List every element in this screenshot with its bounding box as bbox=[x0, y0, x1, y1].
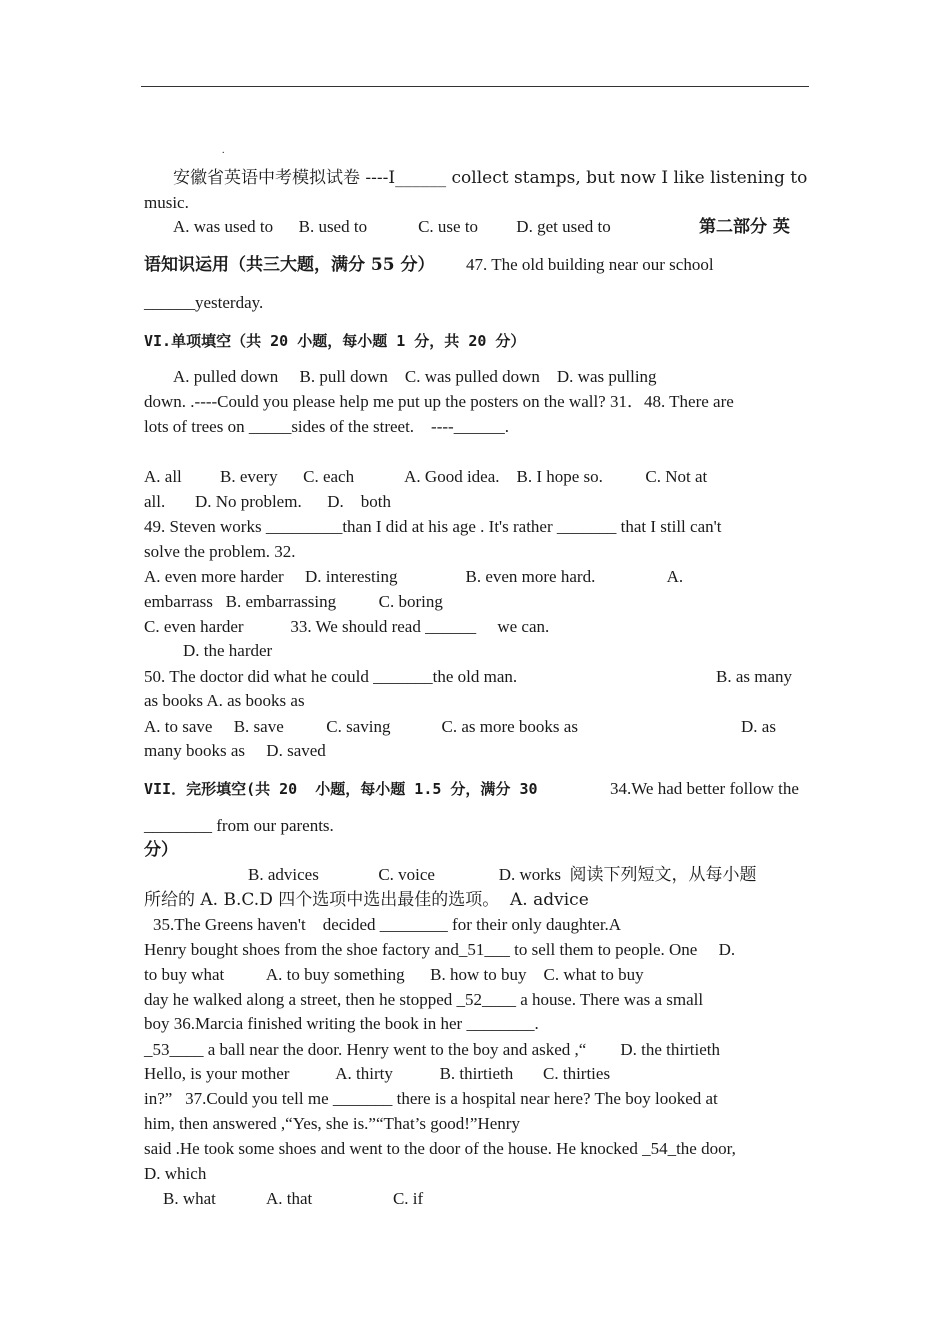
text-line: as books A. as books as bbox=[144, 691, 305, 710]
text-line: ________ from our parents. bbox=[144, 816, 334, 835]
text-line: 安徽省英语中考模拟试卷 ----I______ collect stamps, but now I like listening to bbox=[173, 168, 808, 188]
text-line: 所给的 A. B.C.D 四个选项中选出最佳的选项。 A. advice bbox=[144, 890, 589, 910]
dot-mark: . bbox=[222, 145, 225, 156]
text-line: ______yesterday. bbox=[144, 293, 264, 312]
text-line: in?” 37.Could you tell me _______ there is a hospital near here? The boy looked at bbox=[144, 1089, 718, 1108]
text-line: 50. The doctor did what he could _______the old man. bbox=[144, 667, 518, 686]
text-line: said .He took some shoes and went to the door of the house. He knocked _54_the door, bbox=[144, 1139, 736, 1158]
text-line: 47. The old building near our school bbox=[466, 255, 714, 274]
text-line: A. pulled down B. pull down C. was pulled down D. was pulling bbox=[173, 367, 657, 386]
section-heading: 语知识运用（共三大题，满分 55 分） bbox=[144, 255, 435, 275]
text-line: Henry bought shoes from the shoe factory and_51___ to sell them to people. One D. bbox=[144, 940, 736, 959]
text-line: A. to save B. save C. saving C. as more books as bbox=[144, 717, 578, 736]
text-line: Hello, is your mother A. thirty B. thirtieth C. thirties bbox=[144, 1064, 611, 1083]
text-line: A. even more harder D. interesting B. even more hard. A. bbox=[144, 567, 684, 586]
section-heading: 第二部分 英 bbox=[699, 217, 790, 237]
text-line: 35.The Greens haven't decided ________ for their only daughter.A bbox=[153, 915, 622, 934]
section-heading: VI.单项填空（共 20 小题，每小题 1 分，共 20 分） bbox=[144, 332, 526, 350]
text-line: him, then answered ,“Yes, she is.”“That’s good!”Henry bbox=[144, 1114, 520, 1133]
text-line: many books as D. saved bbox=[144, 741, 326, 760]
text-line: down. .----Could you please help me put up the posters on the wall? 31．48. There are bbox=[144, 392, 734, 411]
text-line: A. was used to B. used to C. use to D. get used to bbox=[173, 217, 611, 236]
text-line: lots of trees on _____sides of the street. ----______. bbox=[144, 417, 509, 436]
text-line: 49. Steven works _________than I did at his age . It's rather _______ that I still can't bbox=[144, 517, 722, 536]
text-line: all. D. No problem. D. both bbox=[144, 492, 391, 511]
text-line: B. as many bbox=[716, 667, 793, 686]
text-line: boy 36.Marcia finished writing the book in her ________. bbox=[144, 1014, 539, 1033]
text-line: _53____ a ball near the door. Henry went to the boy and asked ,“ D. the thirtieth bbox=[144, 1040, 720, 1059]
text-line: D. which bbox=[144, 1164, 207, 1183]
text-line: day he walked along a street, then he stopped _52____ a house. There was a small bbox=[144, 990, 704, 1009]
text-line: to buy what A. to buy something B. how to buy C. what to buy bbox=[144, 965, 644, 984]
text-line: D. the harder bbox=[183, 641, 273, 660]
text-line: music. bbox=[144, 193, 189, 212]
text-line: D. as bbox=[741, 717, 776, 736]
text-line: B. what A. that C. if bbox=[163, 1189, 424, 1208]
text-line: embarrass B. embarrassing C. boring bbox=[144, 592, 443, 611]
text-line: 34.We had better follow the bbox=[610, 779, 799, 798]
section-heading: 分） bbox=[144, 840, 178, 860]
text-line: B. advices C. voice D. works 阅读下列短文，从每小题 bbox=[248, 865, 757, 884]
text-line: C. even harder 33. We should read ______ we can. bbox=[144, 617, 550, 636]
header-rule bbox=[141, 86, 809, 87]
text-line: A. all B. every C. each A. Good idea. B. I hope so. C. Not at bbox=[144, 467, 708, 486]
section-heading: VII．完形填空(共 20 小题，每小题 1.5 分，满分 30 bbox=[144, 780, 538, 798]
text-line: solve the problem. 32. bbox=[144, 542, 296, 561]
